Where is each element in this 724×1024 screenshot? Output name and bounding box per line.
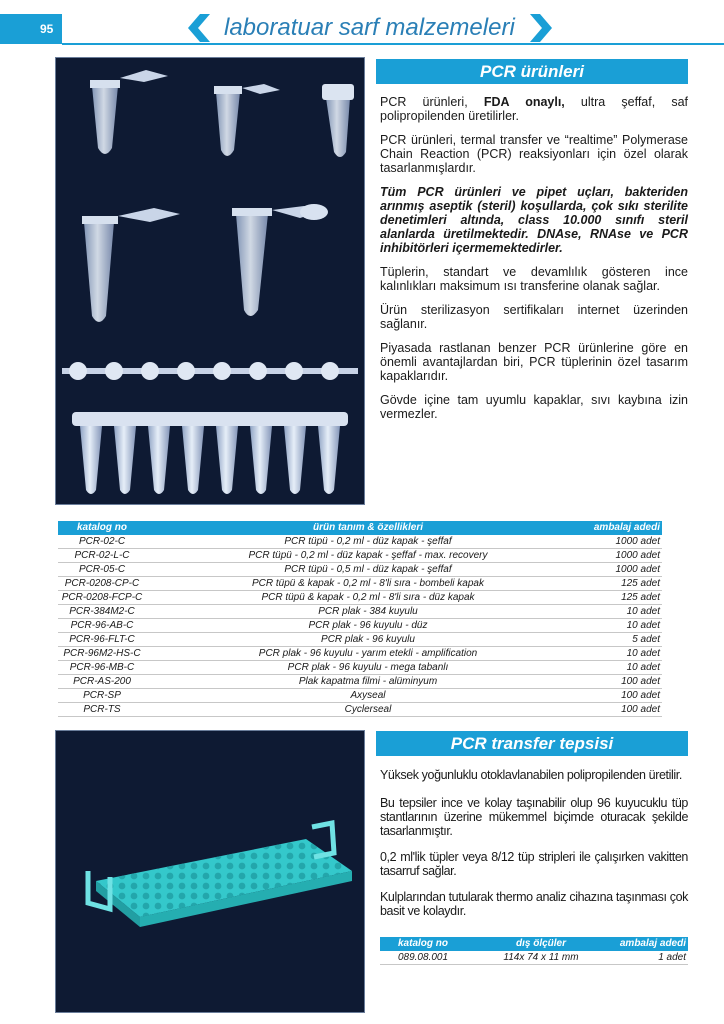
cell-package: 1000 adet — [590, 535, 662, 549]
table-row — [58, 647, 662, 661]
page-title: laboratuar sarf malzemeleri — [224, 14, 515, 41]
cell-package: 1000 adet — [590, 549, 662, 563]
paragraph-text: ultra şeffaf, saf polipropilenden üretilirler. — [380, 95, 689, 123]
table-row — [58, 661, 662, 675]
paragraph — [380, 95, 688, 123]
paragraph: 0,2 ml'lik tüpler veya 8/12 tüp stripleri ile çalışırken vakitten tasarruf sağlar. — [380, 850, 688, 878]
table-row — [58, 605, 662, 619]
table-body — [58, 535, 662, 717]
cell-description: PCR tüpü - 0,5 ml - düz kapak - şeffaf — [146, 563, 590, 577]
column-header-package: ambalaj adedi — [590, 521, 662, 535]
cell-catalog: PCR-96M2-HS-C — [58, 647, 146, 661]
cell-catalog: PCR-96-AB-C — [58, 619, 146, 633]
paragraph-text: PCR ürünleri, — [380, 95, 484, 109]
paragraph: Kulplarından tutularak thermo analiz cihazına taşınması çok basit ve kolaydır. — [380, 890, 688, 918]
column-header-catalog: katalog no — [380, 937, 466, 951]
section-title-transfer-tray: PCR transfer tepsisi — [376, 731, 688, 756]
tube-large-2 — [232, 204, 328, 316]
cell-description: PCR tüpü - 0,2 ml - düz kapak - şeffaf - max. recovery — [146, 549, 590, 563]
cell-description: Axyseal — [146, 689, 590, 703]
cell-package: 10 adet — [590, 647, 662, 661]
table-row — [380, 951, 688, 965]
cell-description: PCR plak - 96 kuyulu — [146, 633, 590, 647]
cell-package: 5 adet — [590, 633, 662, 647]
cell-catalog: PCR-05-C — [58, 563, 146, 577]
table-row — [58, 549, 662, 563]
column-header-description: ürün tanım & özellikleri — [146, 521, 590, 535]
tube-small-1 — [90, 70, 168, 154]
table-body — [380, 951, 688, 965]
table-row — [58, 591, 662, 605]
cell-description: Cyclerseal — [146, 703, 590, 717]
table-row — [58, 577, 662, 591]
cell-catalog: PCR-AS-200 — [58, 675, 146, 689]
table-row — [58, 689, 662, 703]
cell-description: PCR plak - 96 kuyulu - mega tabanlı — [146, 661, 590, 675]
cell-package: 1 adet — [616, 951, 688, 965]
pcr-tubes-illustration — [56, 58, 364, 504]
tube-small-3 — [322, 84, 354, 157]
cell-catalog: PCR-SP — [58, 689, 146, 703]
paragraph: Bu tepsiler ince ve kolay taşınabilir olup 96 kuyucuklu tüp stantlarının üzerine mükemmel biçimde oturacak şekilde tasarlanmıştır. — [380, 796, 688, 838]
tray-body — [96, 839, 352, 927]
cell-package: 100 adet — [590, 689, 662, 703]
table-row — [58, 633, 662, 647]
cell-package: 100 adet — [590, 675, 662, 689]
pcr-tubes-photo — [55, 57, 365, 505]
cell-description: PCR tüpü & kapak - 0,2 ml - 8'li sıra - bombeli kapak — [146, 577, 590, 591]
cell-description: PCR plak - 384 kuyulu — [146, 605, 590, 619]
cell-description: PCR plak - 96 kuyulu - düz — [146, 619, 590, 633]
cell-package: 10 adet — [590, 661, 662, 675]
cell-catalog: PCR-02-L-C — [58, 549, 146, 563]
page-number: 95 — [40, 22, 54, 36]
chevron-right-icon — [528, 14, 552, 42]
paragraph: Gövde içine tam uyumlu kapaklar, sıvı kaybına izin vermezler. — [380, 393, 688, 421]
header-rule — [62, 43, 724, 45]
table-row — [58, 675, 662, 689]
pcr-product-table — [58, 521, 662, 717]
paragraph-bold-text: FDA onaylı, — [483, 95, 565, 109]
page-number-badge — [0, 14, 62, 44]
table-header-row — [58, 521, 662, 535]
cell-package: 10 adet — [590, 605, 662, 619]
cell-catalog: PCR-0208-FCP-C — [58, 591, 146, 605]
paragraph: Yüksek yoğunluklu otoklavlanabilen polipropilenden üretilir. — [380, 768, 682, 782]
table-row — [58, 619, 662, 633]
table-row — [58, 535, 662, 549]
transfer-tray-photo — [55, 730, 365, 1013]
paragraph: Tüplerin, standart ve devamlılık gösteren ince kalınlıkları maksimum ısı transferine olanak sağlar. — [380, 265, 688, 293]
cell-description: PCR tüpü & kapak - 0,2 ml - 8'li sıra - düz kapak — [146, 591, 590, 605]
table-row — [58, 563, 662, 577]
tube-large-1 — [82, 208, 180, 322]
transfer-tray-description — [380, 768, 688, 928]
cell-description: Plak kapatma filmi - alüminyum — [146, 675, 590, 689]
section-title-pcr-products: PCR ürünleri — [376, 59, 688, 84]
paragraph-sterility: Tüm PCR ürünleri ve pipet uçları, bakteriden arınmış aseptik (steril) koşullarda, çok sıkı sterilite denetimleri altında, class 10.000 sınıfı steril alanlarda üretilmektedir. DNAse, RNAse ve PCR inhibitörleri içermemektedirler. — [380, 185, 688, 255]
cell-package: 125 adet — [590, 591, 662, 605]
cell-description: PCR plak - 96 kuyulu - yarım etekli - amplification — [146, 647, 590, 661]
tube-small-2 — [214, 84, 280, 156]
table-header-row — [380, 937, 688, 951]
chevron-left-icon — [188, 14, 212, 42]
tube-strip — [72, 412, 348, 494]
transfer-tray-table — [380, 937, 688, 965]
cap-strip — [62, 362, 358, 380]
column-header-package: ambalaj adedi — [616, 937, 688, 951]
cell-catalog: 089.08.001 — [380, 951, 466, 965]
column-header-dimensions: dış ölçüler — [466, 937, 616, 951]
cell-package: 1000 adet — [590, 563, 662, 577]
pcr-products-description — [380, 95, 688, 431]
cell-catalog: PCR-0208-CP-C — [58, 577, 146, 591]
cell-package: 10 adet — [590, 619, 662, 633]
table-row — [58, 703, 662, 717]
cell-catalog: PCR-TS — [58, 703, 146, 717]
cell-catalog: PCR-384M2-C — [58, 605, 146, 619]
cell-description: PCR tüpü - 0,2 ml - düz kapak - şeffaf — [146, 535, 590, 549]
cell-catalog: PCR-96-MB-C — [58, 661, 146, 675]
cell-catalog: PCR-96-FLT-C — [58, 633, 146, 647]
cell-catalog: PCR-02-C — [58, 535, 146, 549]
cell-package: 125 adet — [590, 577, 662, 591]
paragraph: PCR ürünleri, termal transfer ve “realtime” Polymerase Chain Reaction (PCR) reaksiyonları için özel olarak tasarlanmışlardır. — [380, 133, 688, 175]
paragraph: Ürün sterilizasyon sertifikaları internet üzerinden sağlanır. — [380, 303, 688, 331]
paragraph: Piyasada rastlanan benzer PCR ürünlerine göre en önemli avantajlardan biri, PCR tüplerinin özel tasarım kapaklarıdır. — [380, 341, 688, 383]
column-header-catalog: katalog no — [58, 521, 146, 535]
cell-dimensions: 114x 74 x 11 mm — [466, 951, 616, 965]
cell-package: 100 adet — [590, 703, 662, 717]
transfer-tray-illustration — [56, 731, 364, 1012]
